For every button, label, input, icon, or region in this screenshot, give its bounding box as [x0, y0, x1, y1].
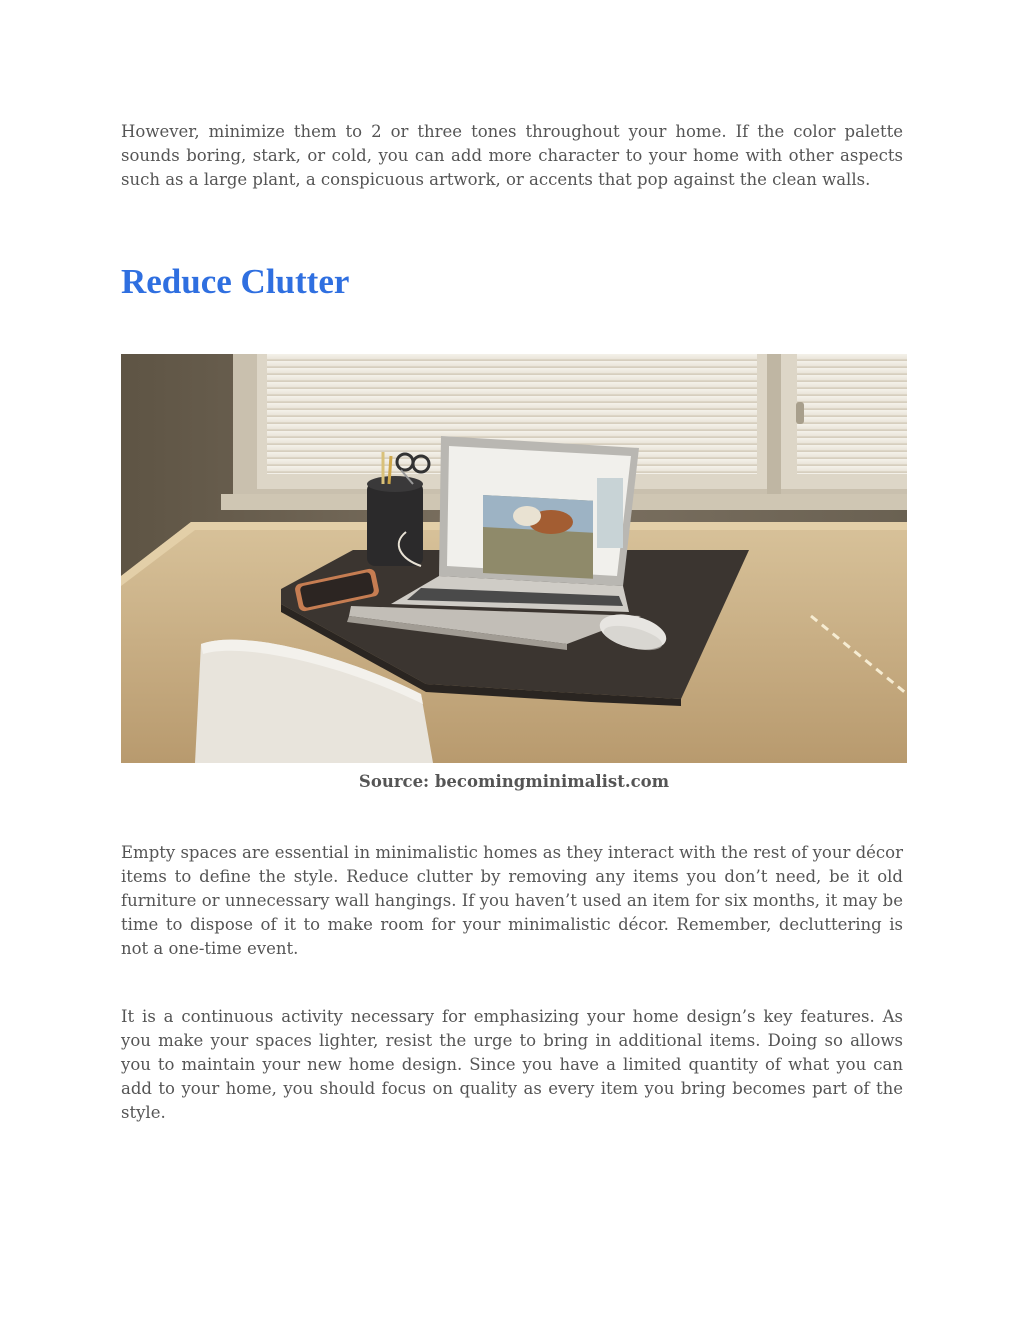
clutter-paragraph-2: It is a continuous activity necessary for emphasizing your home design’s key features. As you make your spaces lighter, resist the urge to bring in additional items. Doing so allows you to maintain your new home design. Since you have a limited quantity of what you can add to your home, you should focus on quality as every item you bring becomes part of the style.	[121, 1007, 903, 1122]
section-heading: Reduce Clutter	[121, 262, 350, 301]
desk-laptop-photo	[121, 354, 907, 763]
intro-paragraph: However, minimize them to 2 or three tones throughout your home. If the color palette sounds boring, stark, or cold, you can add more character to your home with other aspects such as a large plant, a conspicuous artwork, or accents that pop against the clean walls.	[121, 122, 903, 189]
clutter-paragraph-1: Empty spaces are essential in minimalistic homes as they interact with the rest of your décor items to define the style. Reduce clutter by removing any items you don’t need, be it old furniture or unnecessary wall hangings. If you haven’t used an item for six months, it may be time to dispose of it to make room for your minimalistic décor. Remember, decluttering is not a one-time event.	[121, 843, 903, 958]
image-caption: Source: becomingminimalist.com	[358, 772, 670, 791]
